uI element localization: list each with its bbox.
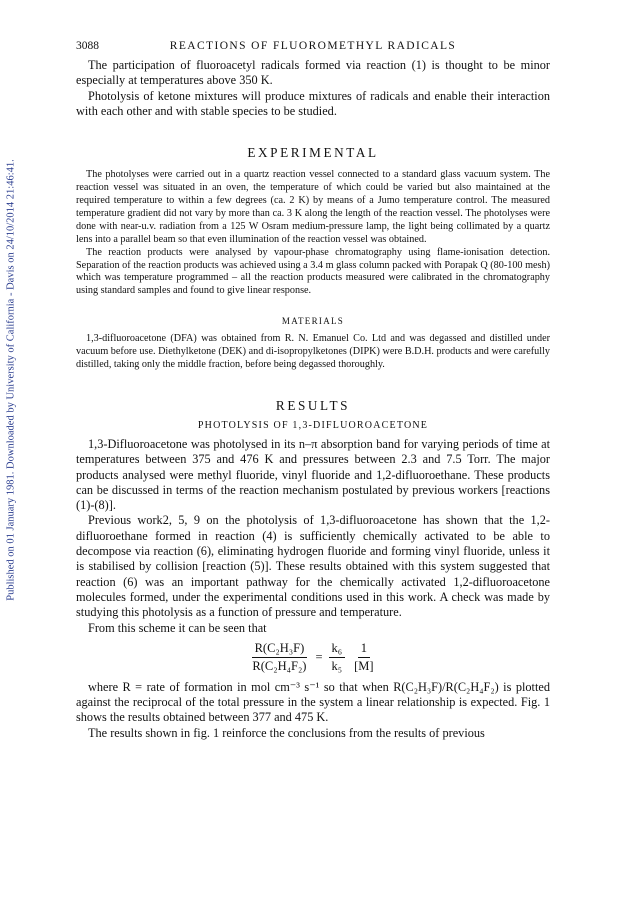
experimental-section [76, 169, 550, 298]
results-subheading: PHOTOLYSIS OF 1,3-DIFLUOROACETONE [197, 419, 429, 431]
intro-section [76, 58, 550, 119]
results-paragraph-4: where R = rate of formation in mol cm⁻³ s⁻¹ so that when R(C₂H₃F)/R(C₂H₄F₂) is plotted against the reciprocal of the total pressure in the system a linear relationship is expected. Fig. 1 shows the results obtained between 377 and 475 K. [76, 679, 550, 725]
running-title: REACTIONS OF FLUOROMETHYL RADICALS [169, 40, 457, 52]
equation-lhs-numerator: R(C₂H₃F) [252, 641, 308, 658]
experimental-heading: EXPERIMENTAL [247, 145, 379, 161]
equation-equals: = [315, 650, 323, 665]
experimental-paragraph-2: The reaction products were analysed by vapour-phase chromatography using flame-ionisation detection. Separation of the reaction products was achieved using a 3.4 m glass column packed with Porapak Q (80-100 mesh) which was temperature programmed – all the reaction products measured were calibrated in the chromatography using standard samples and found to give linear response. [76, 246, 550, 297]
intro-paragraph-1: The participation of fluoroacetyl radicals formed via reaction (1) is thought to be minor especially at temperatures above 350 K. [76, 58, 550, 88]
equation-rate-constants [329, 641, 346, 674]
equation-lhs [249, 641, 309, 674]
equation-k5: k₅ [331, 659, 343, 674]
results-section [76, 437, 550, 741]
download-watermark-text: Published on 01 January 1981. Downloaded by University of California - Davis on 24/10/2014 21:46:41. [5, 159, 17, 601]
equation-lhs-denominator: R(C₂H₄F₂) [252, 659, 307, 674]
paper-page [76, 40, 550, 741]
running-head [76, 40, 550, 58]
equation-factor-numerator: 1 [358, 641, 370, 658]
results-paragraph-5: The results shown in fig. 1 reinforce the conclusions from the results of previous [88, 725, 485, 740]
materials-paragraph-1: 1,3-difluoroacetone (DFA) was obtained from R. N. Emanuel Co. Ltd and was degassed and distilled under vacuum before use. Diethylketone (DEK) and di-isopropylketones (DIPK) were B.D.H. products and were carefully distilled, taking only the middle fraction, before being degassed thoroughly. [76, 333, 550, 371]
rate-ratio-equation [76, 636, 550, 680]
download-watermark [4, 80, 18, 680]
materials-section [76, 333, 550, 372]
experimental-paragraph-1: The photolyses were carried out in a quartz reaction vessel connected to a standard glass vacuum system. The reaction vessel was situated in an oven, the temperature of which could be varied but also maintained at the required temperature to within a few degrees (ca. 2 K) by means of a Jumo temperature control. The measured temperature gradient did not vary by more than ca. 3 K along the length of the reaction vessel. The photolyses were done with near-u.v. radiation from a 125 W Osram medium-pressure lamp, the light being collimated by a quartz lens into a parallel beam so that even illumination of the reaction vessel was obtained. [76, 169, 550, 245]
equation-pressure-factor [351, 641, 376, 674]
results-paragraph-3: From this scheme it can be seen that [88, 620, 267, 635]
results-heading: RESULTS [275, 397, 351, 413]
intro-paragraph-2: Photolysis of ketone mixtures will produce mixtures of radicals and enable their interaction with each other and with stable species to be studied. [76, 88, 550, 118]
results-paragraph-2: Previous work2, 5, 9 on the photolysis of 1,3-difluoroacetone has shown that the 1,2-difluoroethane formed in reaction (4) is sufficiently chemically activated to be able to decompose via reaction (6), eliminating hydrogen fluoride and forming vinyl fluoride, unless it is stabilised by collision [reaction (5)]. These results obtained with this system suggested that reaction (6) was an important pathway for the chemically activated 1,2-difluoroacetone molecules formed, under the experimental conditions used in this work. A check was made by studying this photolysis as a function of pressure and temperature. [76, 513, 550, 620]
equation-factor-denominator: [M] [354, 659, 374, 674]
results-paragraph-1: 1,3-Difluoroacetone was photolysed in its n–π absorption band for varying periods of time at temperatures between 375 and 476 K and pressures between 2.3 and 7.5 Torr. The major products analysed were methyl fluoride, vinyl fluoride and 1,2-difluoroethane. These products can be discussed in terms of the reaction mechanism postulated by previous workers [reactions (1)-(8)]. [76, 436, 550, 513]
page-number: 3088 [76, 40, 99, 52]
equation-k6: k₆ [329, 641, 346, 658]
materials-heading: MATERIALS [281, 316, 345, 327]
